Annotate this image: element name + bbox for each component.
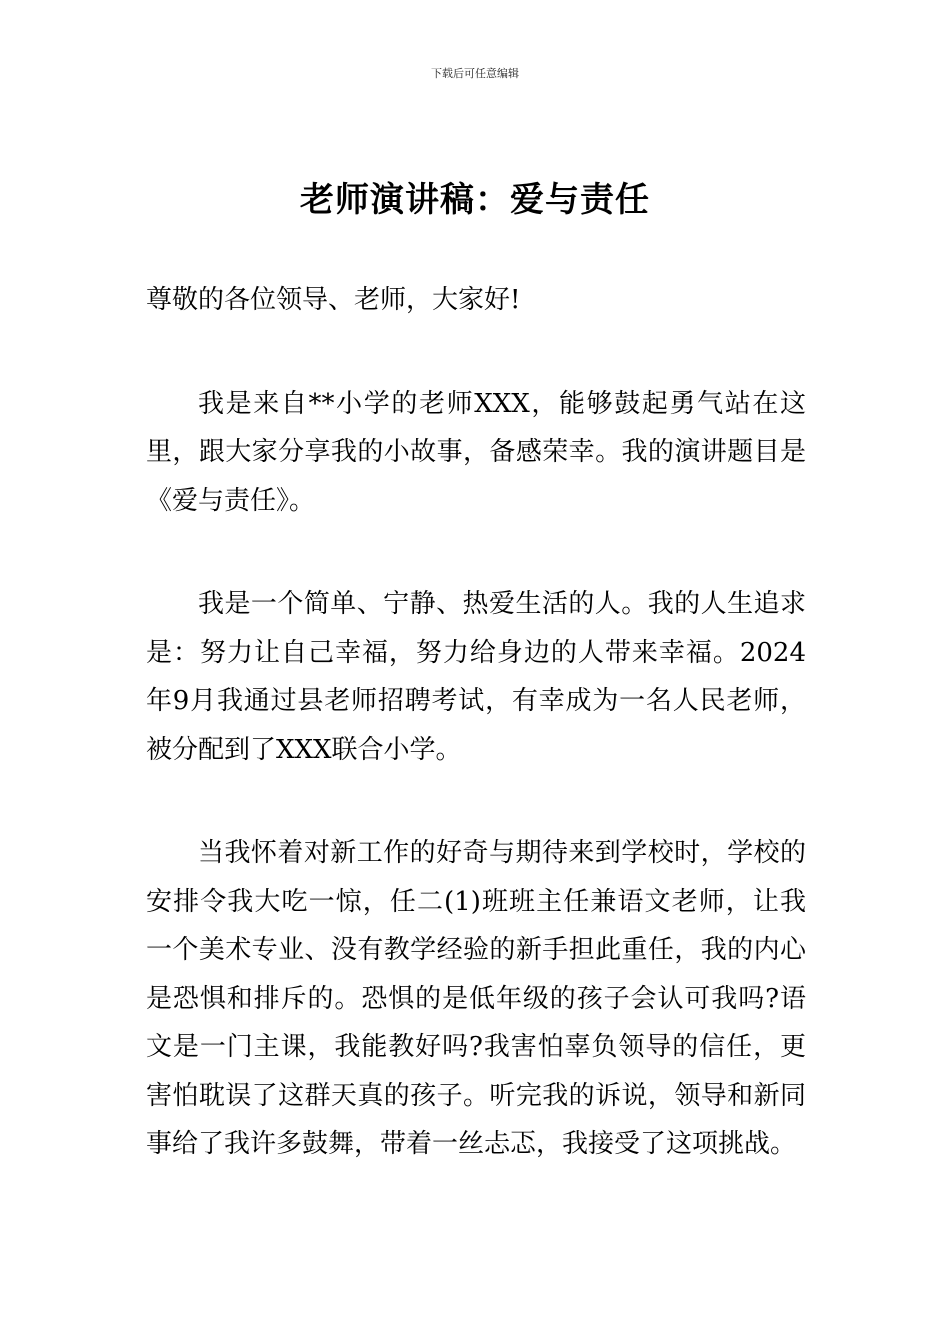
paragraph-spacer	[146, 774, 806, 829]
paragraph-spacer	[146, 525, 806, 580]
document-body	[146, 276, 806, 1169]
paragraph-3: 当我怀着对新工作的好奇与期待来到学校时，学校的安排令我大吃一惊，任二(1)班班主任兼语文老师，让我一个美术专业、没有教学经验的新手担此重任，我的内心是恐惧和排斥的。恐惧的是低年级的孩子会认可我吗?语文是一门主课，我能教好吗?我害怕辜负领导的信任，更害怕耽误了这群天真的孩子。听完我的诉说，领导和新同事给了我许多鼓舞，带着一丝忐忑，我接受了这项挑战。	[146, 838, 806, 1159]
paragraph-2: 我是一个简单、宁静、热爱生活的人。我的人生追求是：努力让自己幸福，努力给身边的人带来幸福。2024年9月我通过县老师招聘考试，有幸成为一名人民老师，被分配到了XXX联合小学。	[146, 589, 806, 765]
salutation: 尊敬的各位领导、老师，大家好!	[146, 285, 521, 315]
page-header-note: 下载后可任意编辑	[431, 67, 519, 80]
document-title: 老师演讲稿：爱与责任	[300, 180, 650, 220]
paragraph-spacer	[146, 325, 806, 380]
paragraph-1: 我是来自**小学的老师XXX，能够鼓起勇气站在这里，跟大家分享我的小故事，备感荣幸。我的演讲题目是《爱与责任》。	[146, 388, 806, 516]
